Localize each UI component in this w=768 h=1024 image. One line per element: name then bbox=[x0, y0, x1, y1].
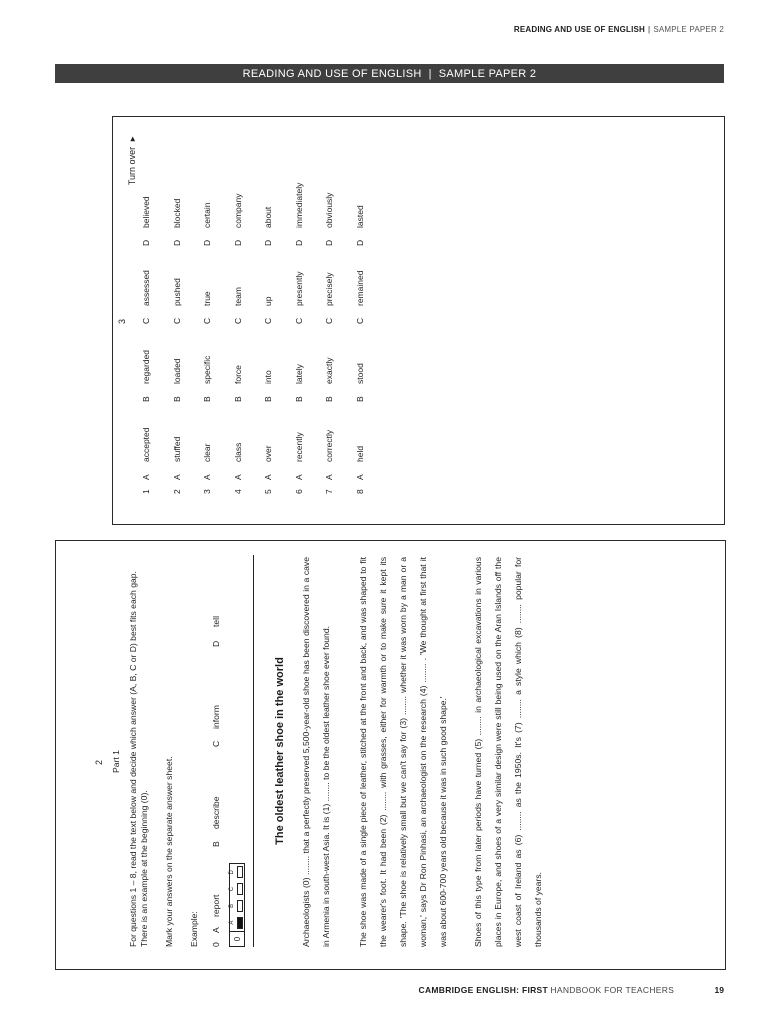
page-2-content bbox=[56, 541, 725, 969]
header-section: READING AND USE OF ENGLISH bbox=[513, 25, 646, 34]
option-word: true bbox=[202, 291, 213, 306]
article-title: The oldest leather shoe in the world bbox=[274, 657, 286, 845]
example-option-word: tell bbox=[211, 616, 221, 627]
option-word: accepted bbox=[141, 427, 152, 462]
option-word: certain bbox=[202, 202, 213, 228]
option-letter: B bbox=[293, 396, 304, 402]
article-paragraph-3: Shoes of this type from later periods have turned (5) ........ in archaeological excavations in various places in Europe, and shoes of a very similar design were still being used on the Aran Islands off the west coast of Ireland as (6) ........ as the 1950s. It's (7) ........ a style which (8) ........ popular for thousands of years. bbox=[473, 557, 543, 947]
example-option-letter: C bbox=[211, 740, 221, 747]
option-letter: D bbox=[232, 239, 243, 246]
question-number: 3 bbox=[202, 489, 213, 494]
turn-over-arrow-icon: ► bbox=[128, 135, 137, 143]
footer-page-number: 19 bbox=[714, 985, 724, 995]
article-paragraph-2: The shoe was made of a single piece of leather, stitched at the front and back, and was shaped to fit the wearer's foot. It had been (2) ........ with grasses, either for warmth or to make sure it kept its shape. 'The shoe is relatively small but we can't say for (3) ........ whether it was worn by a man or a woman,' says Dr Ron Pinhasi, an archaeologist on the research (4) ........ . 'We thought at first that it was about 600-700 years old because it was in such good shape.' bbox=[358, 557, 448, 947]
sample-page-2 bbox=[55, 540, 726, 970]
option-letter: C bbox=[232, 317, 243, 324]
option-word: clear bbox=[202, 443, 213, 462]
option-letter: B bbox=[141, 396, 152, 402]
option-letter: D bbox=[354, 239, 365, 246]
option-word: exactly bbox=[324, 357, 335, 384]
option-word: about bbox=[263, 206, 274, 228]
option-word: regarded bbox=[141, 349, 152, 384]
option-word: specific bbox=[202, 355, 213, 384]
option-letter: A bbox=[202, 474, 213, 480]
option-letter: C bbox=[354, 317, 365, 324]
example-option-letter: A bbox=[211, 927, 221, 933]
option-letter: A bbox=[293, 474, 304, 480]
answer-box-a bbox=[237, 917, 243, 929]
option-word: presently bbox=[293, 271, 304, 306]
option-word: stood bbox=[354, 363, 365, 384]
option-letter: C bbox=[171, 317, 182, 324]
option-letter: D bbox=[263, 239, 274, 246]
footer-brand: CAMBRIDGE ENGLISH: FIRST bbox=[418, 985, 549, 995]
option-letter: B bbox=[202, 396, 213, 402]
answer-grid-example bbox=[229, 863, 245, 947]
section-band bbox=[55, 64, 724, 83]
example-option-word: inform bbox=[211, 705, 221, 729]
option-letter: D bbox=[293, 239, 304, 246]
turn-over-label bbox=[127, 135, 137, 185]
option-word: lasted bbox=[354, 205, 365, 228]
header-paper: SAMPLE PAPER 2 bbox=[653, 25, 724, 34]
question-number: 5 bbox=[263, 489, 274, 494]
option-letter: C bbox=[293, 317, 304, 324]
question-number: 7 bbox=[324, 489, 335, 494]
option-word: remained bbox=[354, 270, 365, 306]
example-option-word: describe bbox=[211, 796, 221, 829]
part-label: Part 1 bbox=[111, 750, 121, 773]
question-number: 6 bbox=[293, 489, 304, 494]
question-row bbox=[162, 168, 193, 494]
turn-over-text: Turn over bbox=[127, 146, 137, 186]
answer-box-c bbox=[237, 883, 243, 895]
options-table bbox=[131, 168, 375, 494]
option-letter: A bbox=[354, 474, 365, 480]
question-row bbox=[284, 168, 315, 494]
answer-grid-cell-c bbox=[230, 881, 244, 898]
instruction-example: There is an example at the beginning (0). bbox=[139, 790, 149, 947]
question-row bbox=[192, 168, 223, 494]
page-footer bbox=[419, 985, 724, 995]
option-letter: B bbox=[324, 396, 335, 402]
answer-grid-cell-b bbox=[230, 898, 244, 915]
page-3-content bbox=[113, 117, 724, 524]
question-row bbox=[223, 168, 254, 494]
example-option-letter: B bbox=[211, 841, 221, 847]
question-row bbox=[314, 168, 345, 494]
answer-grid-cell-a bbox=[230, 914, 244, 931]
example-number: 0 bbox=[211, 942, 221, 947]
option-letter: D bbox=[171, 239, 182, 246]
divider-top bbox=[253, 555, 254, 947]
option-letter: D bbox=[324, 239, 335, 246]
option-word: into bbox=[263, 370, 274, 384]
band-paper: SAMPLE PAPER 2 bbox=[438, 67, 537, 80]
footer-subtitle: HANDBOOK FOR TEACHERS bbox=[550, 985, 675, 995]
option-letter: B bbox=[232, 396, 243, 402]
option-letter: D bbox=[141, 239, 152, 246]
answer-box-b bbox=[237, 900, 243, 912]
option-letter: C bbox=[202, 317, 213, 324]
answer-box-d bbox=[237, 866, 243, 878]
option-letter: B bbox=[263, 396, 274, 402]
option-letter: A bbox=[263, 474, 274, 480]
question-number: 2 bbox=[171, 489, 182, 494]
option-letter: A bbox=[324, 474, 335, 480]
option-word: team bbox=[232, 287, 243, 306]
option-word: company bbox=[232, 193, 243, 228]
option-word: blocked bbox=[171, 198, 182, 228]
article-paragraph-1: Archaeologists (0) ........ that a perfectly preserved 5,500-year-old shoe has been discovered in a cave in Armenia in south-west Asia. It is (1) ........ to be the oldest leather shoe ever found. bbox=[301, 557, 331, 947]
option-letter: C bbox=[263, 317, 274, 324]
option-word: recently bbox=[293, 432, 304, 462]
example-option-letter: D bbox=[211, 640, 221, 647]
question-number: 1 bbox=[141, 489, 152, 494]
option-letter: A bbox=[171, 474, 182, 480]
question-number: 4 bbox=[232, 489, 243, 494]
option-word: lately bbox=[293, 364, 304, 384]
instruction-answer-sheet: Mark your answers on the separate answer sheet. bbox=[164, 756, 174, 947]
header-separator: | bbox=[648, 25, 651, 34]
question-number: 8 bbox=[354, 489, 365, 494]
option-letter: B bbox=[354, 396, 365, 402]
question-row bbox=[253, 168, 284, 494]
option-letter: C bbox=[141, 317, 152, 324]
page-3-number: 3 bbox=[117, 318, 127, 324]
option-word: held bbox=[354, 445, 365, 462]
answer-grid-letter: D bbox=[229, 870, 235, 875]
option-word: correctly bbox=[324, 429, 335, 462]
answer-grid-cell-d bbox=[230, 864, 244, 881]
example-option-word: report bbox=[211, 894, 221, 917]
running-header bbox=[514, 25, 724, 34]
option-letter: B bbox=[171, 396, 182, 402]
band-separator: | bbox=[428, 67, 432, 80]
option-word: force bbox=[232, 365, 243, 384]
option-word: loaded bbox=[171, 358, 182, 384]
option-word: up bbox=[263, 296, 274, 306]
option-word: class bbox=[232, 442, 243, 462]
page-2-number: 2 bbox=[94, 759, 104, 765]
option-letter: A bbox=[141, 474, 152, 480]
answer-grid-number: 0 bbox=[230, 931, 244, 946]
answer-grid-letter: B bbox=[229, 903, 235, 908]
example-label: Example: bbox=[189, 911, 199, 947]
instruction-questions: For questions 1 – 8, read the text below and decide which answer (A, B, C or D) best fits each gap. bbox=[128, 571, 138, 947]
option-word: stuffed bbox=[171, 436, 182, 462]
option-word: believed bbox=[141, 196, 152, 228]
sample-page-3 bbox=[112, 116, 725, 525]
option-word: immediately bbox=[293, 182, 304, 228]
question-row bbox=[345, 168, 376, 494]
answer-grid-letter: A bbox=[229, 920, 235, 925]
option-word: assessed bbox=[141, 270, 152, 306]
option-letter: D bbox=[202, 239, 213, 246]
option-word: pushed bbox=[171, 278, 182, 306]
option-letter: A bbox=[232, 474, 243, 480]
option-word: over bbox=[263, 445, 274, 462]
band-section: READING AND USE OF ENGLISH bbox=[242, 67, 422, 80]
option-letter: C bbox=[324, 317, 335, 324]
option-word: precisely bbox=[324, 272, 335, 306]
answer-grid-letter: C bbox=[229, 886, 235, 892]
option-word: obviously bbox=[324, 192, 335, 228]
question-row bbox=[131, 168, 162, 494]
